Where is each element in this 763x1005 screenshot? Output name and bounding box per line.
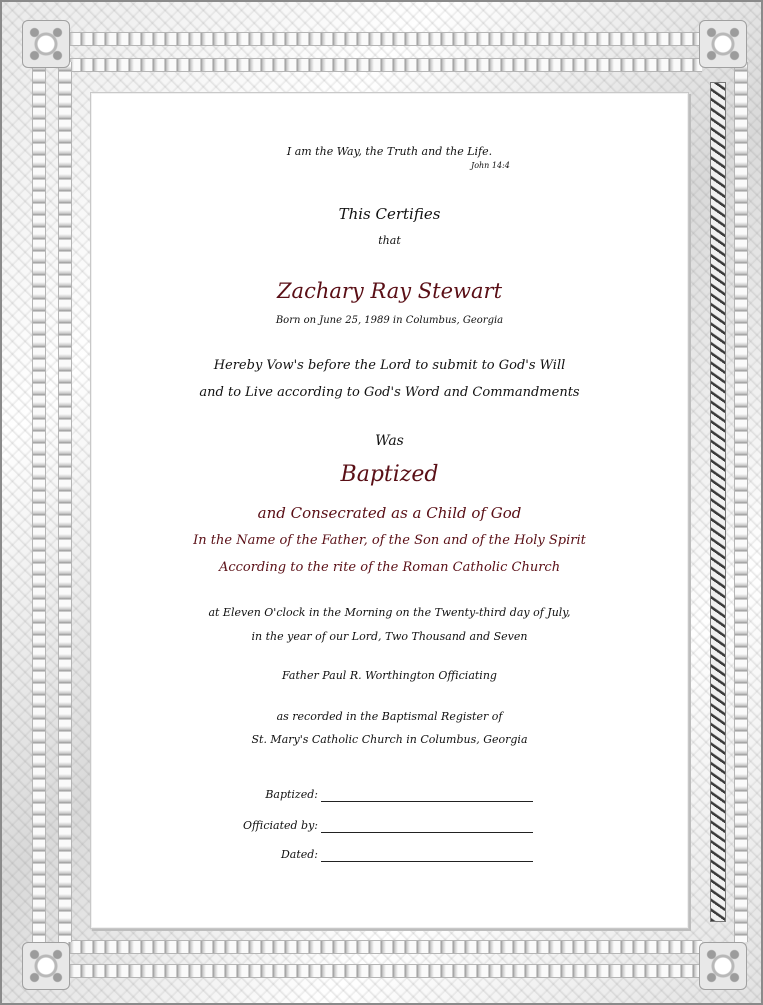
sacrament-title: Baptized bbox=[340, 462, 439, 487]
consecration-line-1: and Consecrated as a Child of God bbox=[257, 504, 522, 522]
birth-info: Born on June 25, 1989 in Columbus, Georgia bbox=[275, 315, 504, 326]
register-line-2: St. Mary's Catholic Church in Columbus, Georgia bbox=[251, 733, 528, 746]
frame-corner-top-left bbox=[22, 20, 70, 68]
frame-band-left-outer bbox=[32, 62, 46, 942]
consecration-line-3: According to the rite of the Roman Catholic Church bbox=[218, 560, 561, 575]
signature-row-officiated bbox=[91, 817, 688, 837]
person-name: Zachary Ray Stewart bbox=[276, 279, 503, 303]
register-line-1: as recorded in the Baptismal Register of bbox=[276, 710, 503, 723]
officiant-line: Father Paul R. Worthington Officiating bbox=[282, 669, 497, 682]
certifies-heading: This Certifies bbox=[338, 205, 441, 223]
was-text: Was bbox=[375, 433, 404, 449]
frame-band-top-inner bbox=[62, 58, 702, 72]
verse-text: I am the Way, the Truth and the Life. bbox=[286, 145, 493, 158]
signature-line[interactable] bbox=[321, 861, 533, 862]
signature-label: Baptized: bbox=[265, 788, 318, 801]
signature-label: Dated: bbox=[280, 848, 318, 861]
certificate-paper bbox=[90, 92, 689, 929]
signature-row-dated bbox=[91, 846, 688, 866]
frame-corner-bottom-left bbox=[22, 942, 70, 990]
signature-line[interactable] bbox=[321, 801, 533, 802]
frame-band-top-outer bbox=[62, 32, 702, 46]
signature-row-baptized bbox=[91, 786, 688, 806]
frame-band-left-inner bbox=[58, 62, 72, 942]
frame-corner-top-right bbox=[699, 20, 747, 68]
verse-reference: John 14:4 bbox=[471, 161, 510, 170]
signature-line[interactable] bbox=[321, 832, 533, 833]
date-line-2: in the year of our Lord, Two Thousand and Seven bbox=[251, 630, 528, 643]
date-line-1: at Eleven O'clock in the Morning on the Twenty-third day of July, bbox=[208, 606, 571, 619]
vow-line-1: Hereby Vow's before the Lord to submit to God's Will bbox=[213, 358, 566, 373]
frame-band-bottom-outer bbox=[62, 964, 702, 978]
consecration-line-2: In the Name of the Father, of the Son and of the Holy Spirit bbox=[193, 533, 586, 548]
frame-rope-right bbox=[710, 82, 726, 922]
frame-band-bottom-inner bbox=[62, 940, 702, 954]
that-text: that bbox=[378, 234, 401, 247]
frame-corner-bottom-right bbox=[699, 942, 747, 990]
frame-band-right-outer bbox=[734, 62, 748, 942]
signature-label: Officiated by: bbox=[243, 819, 318, 832]
vow-line-2: and to Live according to God's Word and Commandments bbox=[199, 385, 580, 400]
